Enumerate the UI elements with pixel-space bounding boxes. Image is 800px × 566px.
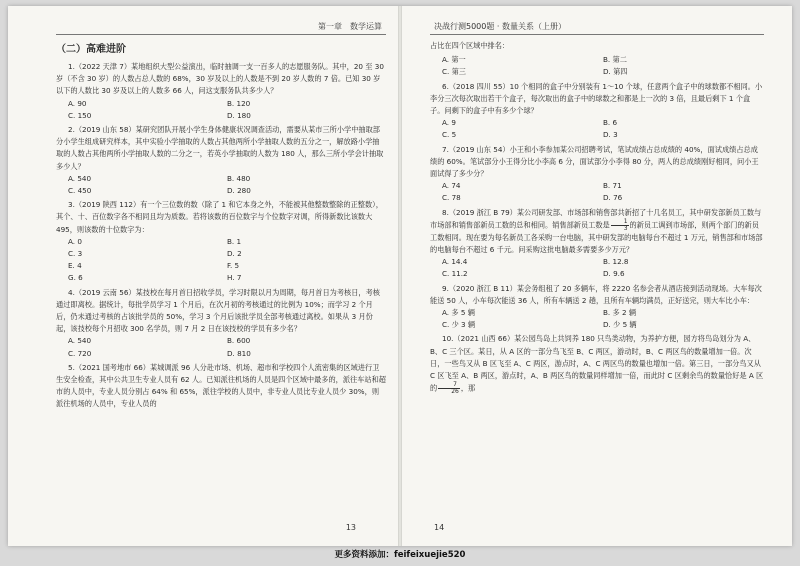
right-running-header (430, 20, 764, 35)
option: C. 第三 (442, 67, 466, 77)
left-page-number: 13 (345, 523, 356, 532)
right-content (430, 40, 764, 506)
fraction (438, 382, 460, 395)
option: A. 9 (442, 118, 456, 128)
option: F. 5 (227, 261, 240, 271)
left-running-header (56, 20, 386, 35)
fraction-numerator: 7 (438, 382, 460, 389)
option: C. 150 (68, 110, 92, 120)
footer-banner (0, 548, 800, 560)
question-10-text-after: ，那 (460, 383, 476, 393)
question-8 (430, 207, 764, 257)
right-page-number: 14 (434, 523, 445, 532)
fraction-numerator: 1 (611, 219, 629, 226)
fraction-denominator: 26 (451, 388, 459, 396)
question-8-options (430, 256, 764, 280)
option: D. 280 (227, 186, 251, 196)
fraction-denominator: 3 (623, 224, 628, 232)
left-content (56, 40, 386, 506)
question-10 (430, 333, 764, 395)
option: B. 多 2 辆 (603, 308, 637, 318)
option: B. 6 (603, 118, 618, 128)
book-spread (8, 6, 792, 546)
option: A. 74 (442, 181, 461, 191)
question-5-options (430, 54, 764, 78)
option: C. 450 (68, 186, 92, 196)
option: A. 14.4 (442, 257, 468, 267)
question-5-continuation: 占比在四个区域中排名： (430, 41, 510, 50)
option: C. 少 3 辆 (442, 320, 476, 330)
question-1: 1.（2022 天津 7）某地组织大型公益演出，临时抽调一支一百多人的志愿服务队。其中，20 至 30 岁（不含 30 岁）的人数占总人数的 68%，30 岁及以上的人数是不到 20 岁人数的 7 倍。已知 30 岁以下的人数比 30 岁及以上的人数多 66 人，问这支服务队共多少人？ (56, 62, 384, 96)
option: B. 71 (603, 181, 622, 191)
right-page (400, 6, 792, 546)
option: H. 7 (227, 273, 242, 283)
question-7-options (430, 180, 764, 204)
option: D. 少 5 辆 (603, 320, 637, 330)
option: B. 1 (227, 236, 242, 246)
left-header-text: 第一章 数学运算 (314, 22, 386, 31)
question-8-text-after: 的新员工调到市场部，则两个部门的新员工数相同。现在要为每名新员工各采购一台电脑，其中研发部的电脑每台不超过 1 万元，销售部和市场部的电脑每台不超过 6 千元。问采购这批电脑最多需要多少万元？ (430, 220, 763, 255)
question-6: 6.（2018 四川 55）10 个相同的盒子中分别装有 1～10 个球，任意两个盒子中的球数都不相同。小李分三次每次取出若干个盒子，每次取出的盒子中的球数之和都是上一次的 3 倍，且最后剩下 1 个盒子。问剩下的盒子中有多少个球？ (430, 81, 763, 116)
question-3-options (56, 236, 386, 285)
option: A. 第一 (442, 55, 466, 65)
option: A. 90 (68, 98, 87, 108)
option: C. 720 (68, 348, 92, 358)
option: A. 540 (68, 173, 92, 183)
option: D. 180 (227, 110, 251, 120)
option: D. 76 (603, 193, 623, 203)
option: D. 第四 (603, 67, 628, 77)
question-9: 9.（2020 浙江 B 11）某会务组租了 20 多辆车，将 2220 名参会者从酒店接到活动现场。大车每次能送 50 人，小车每次能送 36 人，所有车辆送 2 趟，且所有车辆均满员，正好送完，则大车比小车： (430, 283, 762, 305)
question-7: 7.（2019 山东 54）小王和小李参加某公司招聘考试，笔试成绩占总成绩的 40%，面试成绩占总成绩的 60%。笔试部分小王得分比小李高 6 分，面试部分小李得 80 分，两人的总成绩刚好相同，问小王面试得了多少分？ (430, 144, 759, 179)
option: C. 11.2 (442, 269, 468, 279)
question-3: 3.（2019 陕西 112）有一个三位数的数（除了 1 和它本身之外，不能被其他整数整除的正整数），其个、十、百位数字各不相同且均为质数。若将该数的百位数字与个位数字对调，所得新数比该数大 495，则该数的十位数字为： (56, 200, 383, 234)
option: B. 480 (227, 173, 251, 183)
question-5: 5.（2021 国考地市 66）某城调派 96 人分赴市场、机场、超市和学校四个人流密集的区域进行卫生安全检查，其中公共卫生专业人员有 62 人。已知派往机场的人员是四个区域中最多的，派往车站和超市的人员中，专业人员分别占 64% 和 65%，派往学校的人员中，非专业人员比专业人员少 30%，则派往机场的人员中，专业人员的 (56, 362, 386, 409)
option: C. 3 (68, 249, 83, 259)
question-2: 2.（2019 山东 58）某研究团队开展小学生身体健康状况调查活动，需要从某市三所小学中抽取部分小学生组成研究样本，其中实验小学抽取的人数占其他两所小学抽取人数的五分之一，解放路小学抽取的人数占其他两所小学抽取人数的二分之一，若英小学抽取的人数为 180 人，那么三所小学会计抽取多少人？ (56, 125, 384, 171)
option: B. 600 (227, 336, 251, 346)
footer-text: 更多资料添加：feifeixuejie520 (329, 550, 472, 560)
question-6-options (430, 117, 764, 141)
option: B. 12.8 (603, 257, 629, 267)
question-2-options (56, 173, 386, 197)
option: A. 0 (68, 236, 82, 246)
fraction (611, 219, 629, 232)
option: D. 810 (227, 348, 251, 358)
option: G. 6 (68, 273, 83, 283)
question-8-text-before: 8.（2019 浙江 B 79）某公司研发部、市场部和销售部共新招了十几名员工，其中研发部新员工数与市场部和销售部新员工数的总和相同。销售部新员工数是 (430, 207, 762, 230)
question-9-options (430, 307, 764, 331)
section-title: （二）高难进阶 (56, 44, 126, 55)
option: A. 多 5 辆 (442, 308, 475, 318)
question-4: 4.（2019 云南 56）某技校在每月首日招收学员，学习时限以月为周期，每月首日为考核日，考核通过即离校。据统计，每批学员学习 1 个月后，在次月初的考核通过的比例为 10%；而学习 2 个月后，仍未通过考核的占该批学员的 50%，学习 3 个月后该批学员全部考核通过离校。如果从 3 月份起，该技校每个月招收 300 名学员，则 7 月 2 日在该技校的学员有多少名？ (56, 287, 380, 334)
question-1-options (56, 98, 386, 122)
option: B. 第二 (603, 55, 627, 65)
option: D. 2 (227, 249, 242, 259)
option: D. 9.6 (603, 269, 625, 279)
option: D. 3 (603, 130, 618, 140)
option: C. 78 (442, 193, 461, 203)
question-10-text-before: 10.（2021 山西 66）某公园鸟岛上共饲养 180 只鸟类动物，为养护方便，园方将鸟岛划分为 A、B、C 三个区。某日，从 A 区的一部分鸟飞至 B、C 两区，游动时，B、C 两区鸟的数量增加一倍。次日，一些鸟又从 B 区飞至 A、C 两区，游点时，A、C 两区鸟的数量也增加一倍。第三日，一部分鸟又从 C 区飞至 A、B 两区，游点时，A、B 两区鸟的数量同样增加一倍，而此时 C 区剩余鸟的数量恰好是 A 区的 (430, 334, 764, 393)
option: A. 540 (68, 336, 92, 346)
option: B. 120 (227, 98, 251, 108)
option: C. 5 (442, 130, 457, 140)
option: E. 4 (68, 261, 82, 271)
left-page (8, 6, 400, 546)
right-header-text: 决战行测5000题 · 数量关系（上册） (430, 22, 570, 31)
question-4-options (56, 335, 386, 359)
